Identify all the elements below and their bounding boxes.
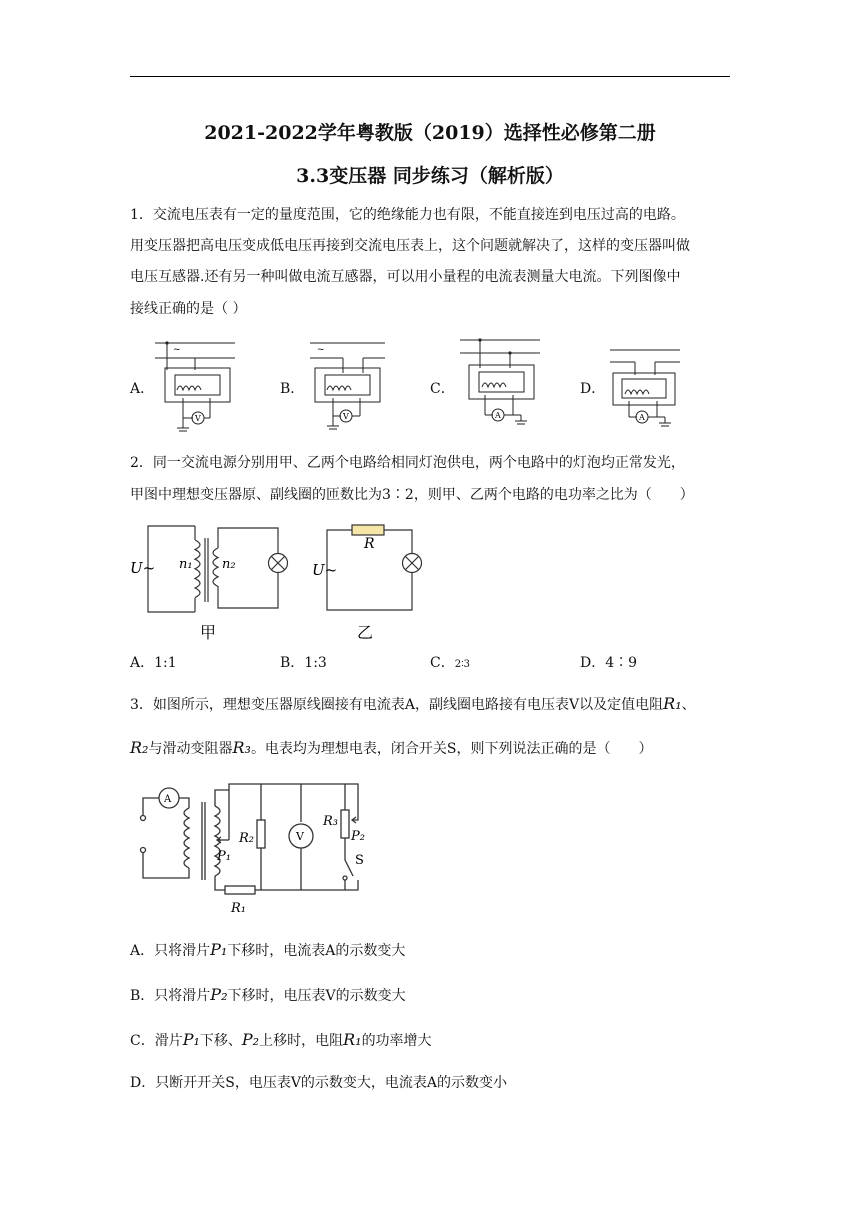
q2-option-a[interactable]: A．1:1	[130, 655, 177, 671]
q1-text-line2: 用变压器把高电压变成低电压再接到交流电压表上，这个问题就解决了，这样的变压器叫做	[130, 238, 690, 254]
q1-option-b-label[interactable]: B．	[280, 381, 305, 397]
q2-text-line1: 2．同一交流电源分别用甲、乙两个电路给相同灯泡供电，两个电路中的灯泡均正常发光，	[130, 455, 685, 471]
q3-fig-s: S	[355, 853, 364, 868]
q1-figure-d	[605, 345, 695, 435]
q1-c-meter-a: A	[495, 411, 501, 420]
q2-figure-jia	[130, 520, 310, 645]
q1-figure-c	[455, 335, 555, 435]
q2-figure-yi	[312, 520, 432, 645]
q2-option-c-label: C．	[430, 655, 455, 671]
page-title-line1: 2021-2022学年粤教版（2019）选择性必修第二册	[204, 122, 656, 144]
q2-option-c-value: 2∶3	[454, 659, 471, 670]
q2-option-c[interactable]	[430, 652, 470, 672]
q2-n2-label: n₂	[222, 557, 236, 572]
q3-fig-p2: P₂	[351, 829, 365, 844]
q3-r3-var: R₃	[232, 738, 251, 757]
q1-b-ac-symbol: ~	[317, 345, 325, 355]
q2-option-b[interactable]: B．1:3	[280, 655, 327, 671]
q3-option-a[interactable]: A．只将滑片P₁下移时，电流表A的示数变大	[130, 940, 406, 959]
q1-text-line4: 接线正确的是（ ）	[130, 301, 247, 317]
page-title-line2: 3.3变压器 同步练习（解析版）	[296, 165, 564, 187]
q1-text-line1: 1．交流电压表有一定的量度范围，它的绝缘能力也有限，不能直接连到电压过高的电路。	[130, 207, 685, 223]
q1-b-meter-v: V	[343, 412, 349, 421]
q3-r1-var: R₁	[663, 694, 682, 713]
q2-r-label: R	[364, 536, 375, 552]
q1-option-d-label[interactable]: D．	[580, 381, 606, 397]
q2-text-line2: 甲图中理想变压器原、副线圈的匝数比为3∶2，则甲、乙两个电路的电功率之比为（ ）	[130, 487, 694, 503]
q3-fig-r1: R₁	[231, 901, 246, 916]
q3-r2-var: R₂	[130, 738, 149, 757]
q1-option-a-label[interactable]: A．	[130, 381, 155, 397]
q3-text-line1: 3．如图所示，理想变压器原线圈接有电流表A，副线圈电路接有电压表V以及定值电阻R₁、	[130, 694, 696, 713]
q3-fig-voltmeter: V	[296, 830, 304, 843]
q2-jia-u-label: U~	[130, 559, 156, 577]
q2-n1-label: n₁	[179, 557, 193, 572]
q1-d-meter-a: A	[639, 413, 645, 422]
q2-label-jia: 甲	[200, 623, 217, 642]
q3-fig-r3: R₃	[323, 814, 338, 829]
q2-label-yi: 乙	[357, 623, 374, 642]
q1-option-c-label[interactable]: C．	[430, 381, 455, 397]
q3-option-c[interactable]: C．滑片P₁下移、P₂上移时，电阻R₁的功率增大	[130, 1030, 432, 1049]
q3-circuit-figure	[133, 780, 393, 915]
q3-fig-r2: R₂	[239, 831, 254, 846]
q1-figure-b	[305, 338, 395, 438]
header-rule	[130, 76, 730, 77]
q2-yi-u-label: U~	[312, 561, 338, 579]
q1-a-meter-v: V	[195, 414, 201, 423]
q1-text-line3: 电压互感器.还有另一种叫做电流互感器，可以用小量程的电流表测量大电流。下列图像中	[130, 269, 681, 285]
q1-a-ac-symbol: ~	[173, 345, 181, 355]
q3-option-b[interactable]: B．只将滑片P₂下移时，电压表V的示数变大	[130, 985, 406, 1004]
q3-option-d[interactable]: D．只断开开关S，电压表V的示数变大，电流表A的示数变小	[130, 1075, 508, 1091]
q3-fig-ammeter: A	[164, 794, 172, 805]
q2-option-d[interactable]: D．4∶9	[580, 655, 638, 671]
q1-figure-a	[155, 338, 245, 438]
q3-text-line2: R₂与滑动变阻器R₃。电表均为理想电表，闭合开关S，则下列说法正确的是（ ）	[130, 738, 653, 757]
q3-fig-p1: P₁	[217, 849, 231, 864]
